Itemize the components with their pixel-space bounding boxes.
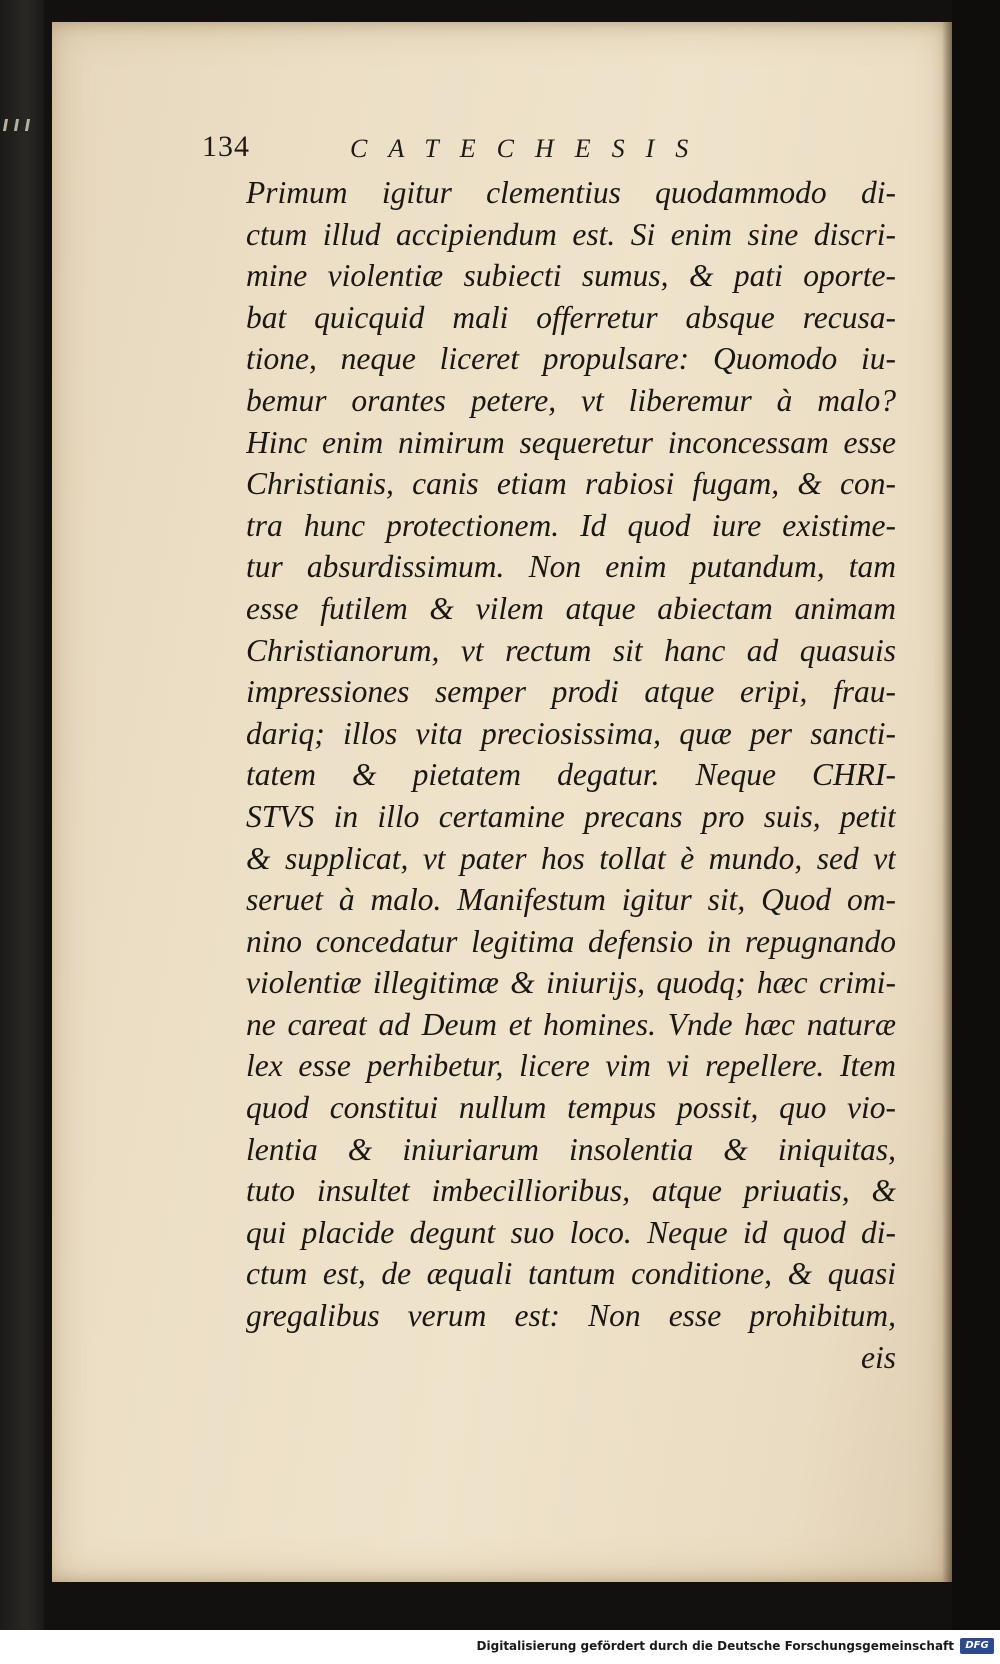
text-line: tra hunc protectionem. Id quod iure existime- bbox=[246, 507, 896, 543]
dfg-logo: DFG bbox=[960, 1638, 994, 1654]
text-line: tatem & pietatem degatur. Neque CHRI- bbox=[246, 757, 896, 793]
text-line: Christianorum, vt rectum sit hanc ad quasuis bbox=[246, 632, 896, 668]
text-line: seruet à malo. Manifestum igitur sit, Quod om- bbox=[246, 882, 896, 918]
running-title: CATECHESIS bbox=[350, 134, 710, 163]
text-line: impressiones semper prodi atque eripi, frau- bbox=[246, 674, 896, 710]
text-line: Primum igitur clementius quodammodo di- bbox=[246, 175, 896, 210]
footer-bar bbox=[0, 1630, 1000, 1664]
funding-credit: Digitalisierung gefördert durch die Deutsche Forschungsgemeinschaft bbox=[476, 1639, 954, 1653]
text-line: tione, neque liceret propulsare: Quomodo iu- bbox=[246, 341, 896, 377]
text-line: Christianis, canis etiam rabiosi fugam, & con- bbox=[246, 466, 896, 502]
text-line: quod constitui nullum tempus possit, quo vio- bbox=[246, 1090, 896, 1126]
text-line: esse futilem & vilem atque abiectam animam bbox=[246, 590, 896, 626]
text-line: ne careat ad Deum et homines. Vnde hæc naturæ bbox=[246, 1006, 896, 1042]
text-line: lentia & iniuriarum insolentia & iniquitas, bbox=[246, 1131, 896, 1167]
text-line: STVS in illo certamine precans pro suis, petit bbox=[246, 798, 896, 834]
page-number: 134 bbox=[202, 130, 250, 163]
running-head bbox=[202, 130, 842, 170]
right-margin-strip bbox=[952, 0, 1000, 1630]
text-line: nino concedatur legitima defensio in repugnando bbox=[246, 923, 896, 959]
catchword: eis bbox=[861, 1339, 896, 1375]
text-line: & supplicat, vt pater hos tollat è mundo, sed vt bbox=[246, 840, 896, 876]
body-text bbox=[246, 172, 896, 1378]
text-line: gregalibus verum est: Non esse prohibitum, bbox=[246, 1298, 896, 1334]
binding-marks bbox=[4, 118, 40, 158]
text-line: mine violentiæ subiecti sumus, & pati oporte- bbox=[246, 258, 896, 294]
text-line: tuto insultet imbecillioribus, atque priuatis, & bbox=[246, 1173, 896, 1209]
binding-strip bbox=[0, 0, 44, 1630]
text-line: Hinc enim nimirum sequeretur inconcessam esse bbox=[246, 424, 896, 460]
text-line: qui placide degunt suo loco. Neque id quod di- bbox=[246, 1214, 896, 1250]
text-line: ctum illud accipiendum est. Si enim sine discri- bbox=[246, 216, 896, 252]
text-line: tur absurdissimum. Non enim putandum, tam bbox=[246, 549, 896, 585]
text-line: bemur orantes petere, vt liberemur à malo? bbox=[246, 382, 896, 418]
text-line: bat quicquid mali offerretur absque recusa- bbox=[246, 299, 896, 335]
text-line: dariq; illos vita preciosissima, quæ per sancti- bbox=[246, 715, 896, 751]
text-line: ctum est, de æquali tantum conditione, & quasi bbox=[246, 1256, 896, 1292]
text-line: violentiæ illegitimæ & iniurijs, quodq; hæc crimi- bbox=[246, 965, 896, 1001]
text-line: lex esse perhibetur, licere vim vi repellere. Item bbox=[246, 1048, 896, 1084]
page-edge-shadow bbox=[942, 22, 952, 1582]
